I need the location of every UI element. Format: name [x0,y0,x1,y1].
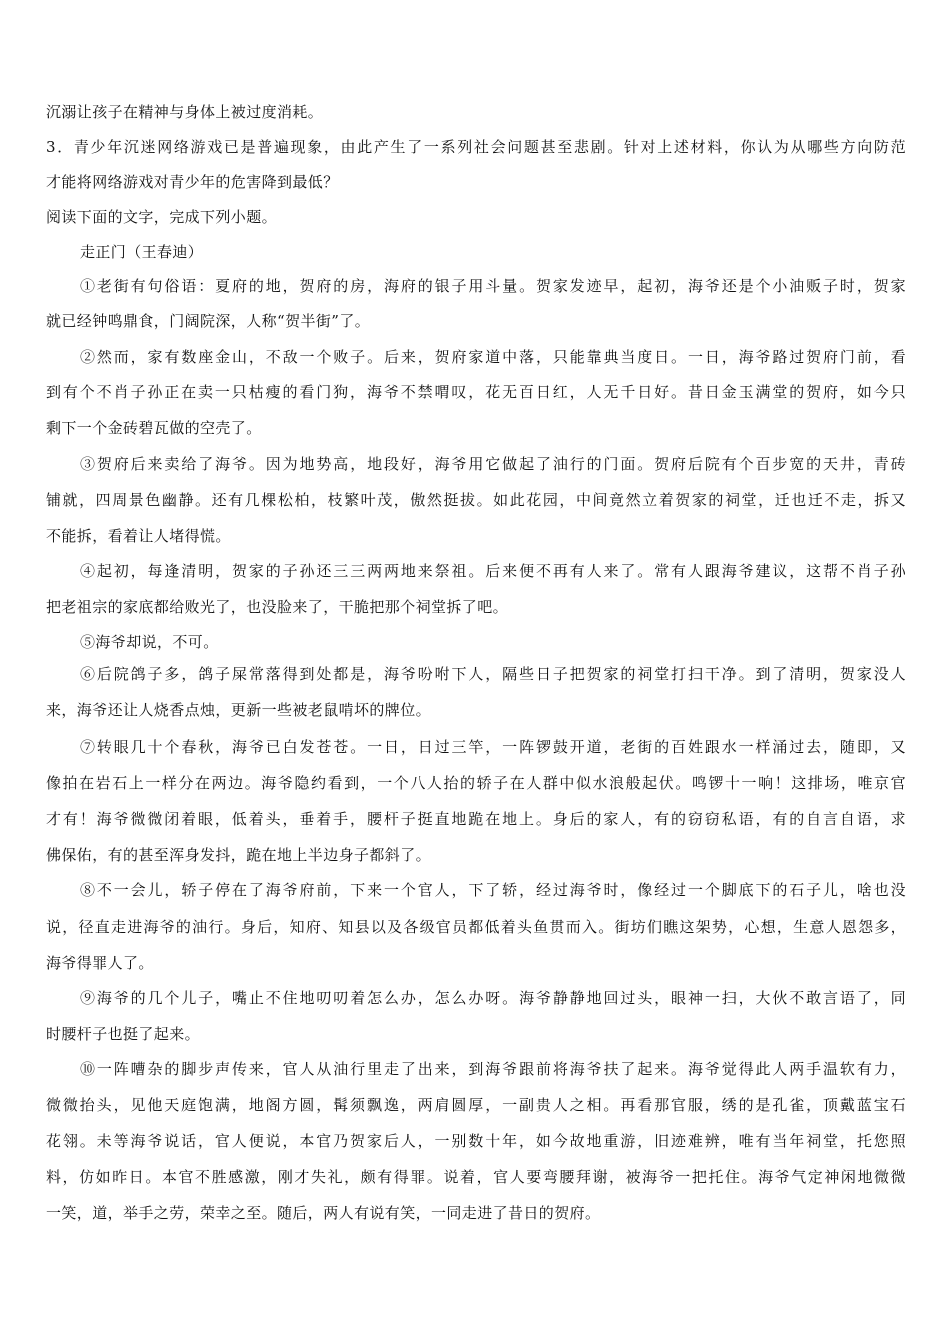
paragraph-2-line-3: 剩下一个金砖碧瓦做的空壳了。 [46,419,262,437]
paragraph-10-line-3: 花翎。未等海爷说话，官人便说，本官乃贺家后人，一别数十年，如今故地重游，旧迹难辨，唯有当年祠堂，托您照 [46,1132,906,1150]
intro-tail-text: 沉溺让孩子在精神与身体上被过度消耗。 [46,103,324,121]
paragraph-4-line-1: ④起初，每逢清明，贺家的子孙还三三两两地来祭祖。后来便不再有人来了。常有人跟海爷建议，这帮不肖子孙 [80,562,906,580]
paragraph-3-line-1: ③贺府后来卖给了海爷。因为地势高，地段好，海爷用它做起了油行的门面。贺府后院有个百步宽的天井，青砖 [80,455,906,473]
question-3-line-1: 3．青少年沉迷网络游戏已是普遍现象，由此产生了一系列社会问题甚至悲剧。针对上述材料，你认为从哪些方向防范 [46,138,906,156]
question-3-line-2: 才能将网络游戏对青少年的危害降到最低？ [46,173,339,191]
paragraph-10-line-1: ⑩一阵嘈杂的脚步声传来，官人从油行里走了出来，到海爷跟前将海爷扶了起来。海爷觉得此人两手温软有力， [80,1060,906,1078]
paragraph-8-line-1: ⑧不一会儿，轿子停在了海爷府前，下来一个官人，下了轿，经过海爷时，像经过一个脚底下的石子儿，啥也没 [80,881,906,899]
paragraph-3-line-2: 铺就，四周景色幽静。还有几棵松柏，枝繁叶茂，傲然挺拔。如此花园，中间竟然立着贺家的祠堂，迁也迁不走，拆又 [46,491,906,509]
paragraph-10-line-2: 微微抬头，见他天庭饱满，地阁方圆，髯须飘逸，两肩圆厚，一副贵人之相。再看那官服，绣的是孔雀，顶戴蓝宝石 [46,1096,906,1114]
paragraph-1-line-1: ①老街有句俗语：夏府的地，贺府的房，海府的银子用斗量。贺家发迹早，起初，海爷还是个小油贩子时，贺家 [80,277,906,295]
paragraph-10-line-4: 料，仿如昨日。本官不胜感激，刚才失礼，颇有得罪。说着，官人要弯腰拜谢，被海爷一把托住。海爷气定神闲地微微 [46,1168,906,1186]
paragraph-6-line-2: 来，海爷还让人烧香点烛，更新一些被老鼠啃坏的牌位。 [46,701,432,719]
paragraph-9-line-1: ⑨海爷的几个儿子，嘴止不住地叨叨着怎么办，怎么办呀。海爷静静地回过头，眼神一扫，大伙不敢言语了，同 [80,989,906,1007]
paragraph-3-line-3: 不能拆，看着让人堵得慌。 [46,527,231,545]
paragraph-8-line-2: 说，径直走进海爷的油行。身后，知府、知县以及各级官员都低着头鱼贯而入。街坊们瞧这架势，心想，生意人恩怨多， [46,918,906,936]
paragraph-9-line-2: 时腰杆子也挺了起来。 [46,1025,201,1043]
reading-instruction: 阅读下面的文字，完成下列小题。 [46,208,278,226]
paragraph-4-line-2: 把老祖宗的家底都给败光了，也没脸来了，干脆把那个祠堂拆了吧。 [46,598,509,616]
paragraph-6-line-1: ⑥后院鸽子多，鸽子屎常落得到处都是，海爷吩咐下人，隔些日子把贺家的祠堂打扫干净。到了清明，贺家没人 [80,665,906,683]
paragraph-2-line-1: ②然而，家有数座金山，不敌一个败子。后来，贺府家道中落，只能靠典当度日。一日，海爷路过贺府门前，看 [80,348,906,366]
paragraph-10-line-5: 一笑，道，举手之劳，荣幸之至。随后，两人有说有笑，一同走进了昔日的贺府。 [46,1204,601,1222]
paragraph-7-line-2: 像拍在岩石上一样分在两边。海爷隐约看到，一个八人抬的轿子在人群中似水浪般起伏。鸣锣十一响！这排场，唯京官 [46,774,906,792]
paragraph-7-line-1: ⑦转眼几十个春秋，海爷已白发苍苍。一日，日过三竿，一阵锣鼓开道，老街的百姓跟水一样涌过去，随即，又 [80,738,906,756]
paragraph-7-line-3: 才有！海爷微微闭着眼，低着头，垂着手，腰杆子挺直地跪在地上。身后的家人，有的窃窃私语，有的自言自语，求 [46,810,906,828]
paragraph-1-line-2: 就已经钟鸣鼎食，门阔院深，人称“贺半街”了。 [46,312,371,330]
story-title: 走正门（王春迪） [80,243,204,261]
paragraph-7-line-4: 佛保佑，有的甚至浑身发抖，跪在地上半边身子都斜了。 [46,846,432,864]
paragraph-8-line-3: 海爷得罪人了。 [46,954,154,972]
paragraph-2-line-2: 到有个不肖子孙正在卖一只枯瘦的看门狗，海爷不禁喟叹，花无百日红，人无千日好。昔日金玉满堂的贺府，如今只 [46,383,906,401]
paragraph-5-line-1: ⑤海爷却说，不可。 [80,633,219,651]
